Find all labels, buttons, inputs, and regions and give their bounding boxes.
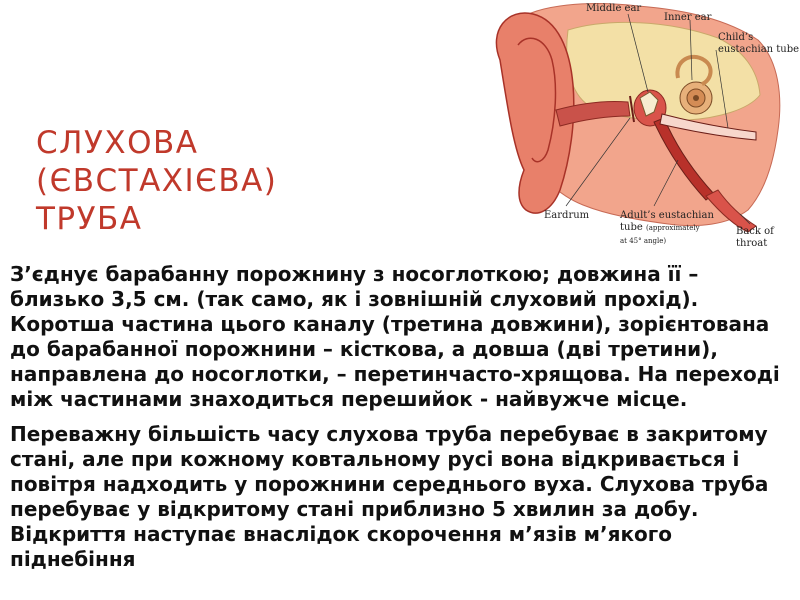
label-adults-note2: at 45° angle) — [620, 237, 667, 245]
label-adults-line2: tube — [620, 222, 643, 233]
label-eardrum: Eardrum — [544, 210, 590, 221]
label-back-line1: Back of — [736, 226, 774, 237]
label-adults-line1: Adult’s eustachian — [620, 210, 714, 221]
label-childs-line2: eustachian tube — [718, 44, 800, 55]
label-adults-note1: (approximately — [646, 224, 700, 232]
paragraph-2: Переважну більшість часу слухова труба перебуває в закритому стані, але при кожному ковтальному русі вона відкривається і повітря надходить у порожнини середнього вуха. Слухова труба перебуває у відкритому стані приблизно 5 хвилин за добу. Відкриття наступає внаслідок скорочення м’язів м’якого піднебіння — [10, 422, 769, 571]
paragraph-1: З’єднує барабанну порожнину з носоглоткою; довжина її – близько 3,5 см. (так само, як і зовнішній слуховий прохід). Коротша частина цього каналу (третина довжини), зорієнтована до барабанної порожнини – кісткова, а довша (дві третини), направлена до носоглотки, – перетинчасто-хрящова. На переході між частинами знаходиться перешийок - найвужче місце. — [10, 262, 780, 411]
slide-body — [10, 262, 796, 582]
label-back-line2: throat — [736, 238, 768, 249]
ear-anatomy-illustration — [478, 0, 800, 252]
slide-title — [36, 124, 336, 238]
label-inner-ear: Inner ear — [664, 12, 712, 23]
title-line-3: ТРУБА — [36, 201, 143, 237]
title-line-2: (ЄВСТАХІЄВА) — [36, 163, 278, 199]
label-childs-line1: Child’s — [718, 32, 754, 43]
cochlea-core — [693, 95, 699, 101]
title-line-1: СЛУХОВА — [36, 125, 199, 161]
label-middle-ear: Middle ear — [586, 3, 642, 14]
ear-anatomy-figure — [478, 0, 800, 252]
